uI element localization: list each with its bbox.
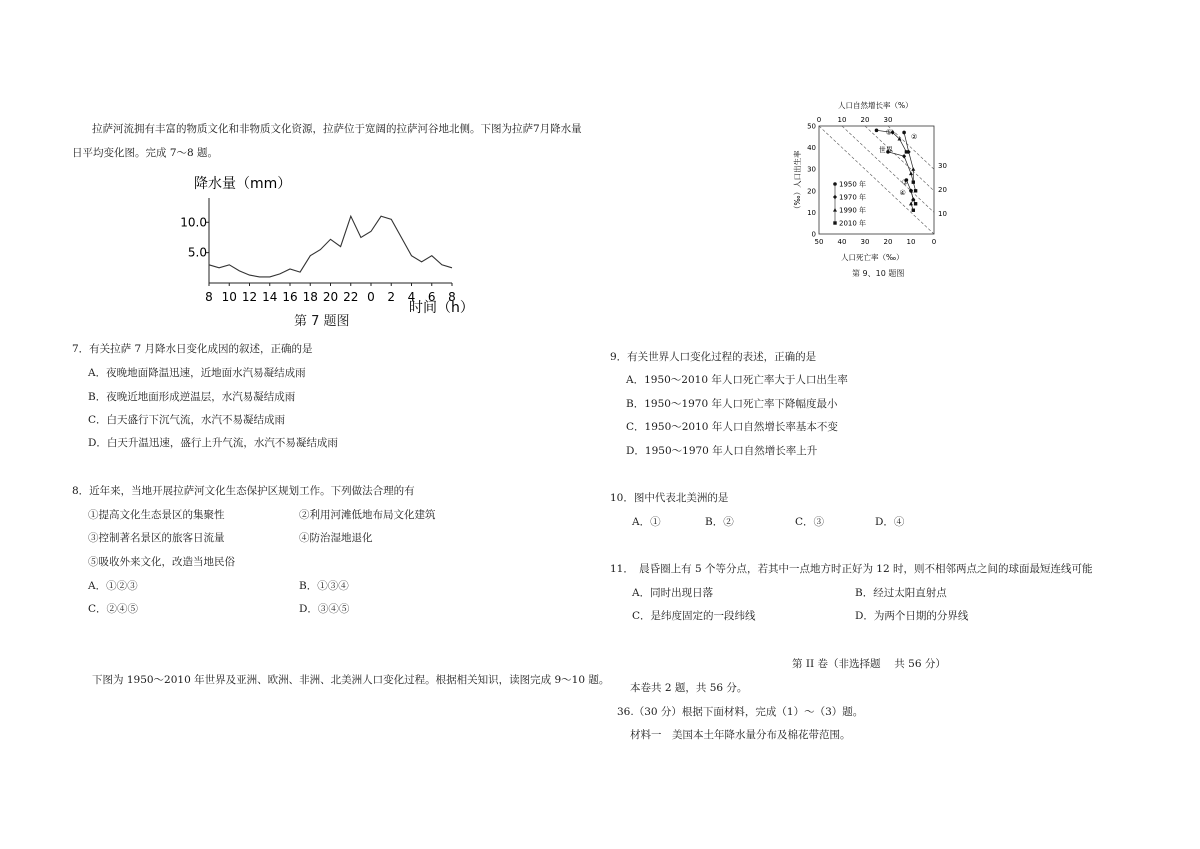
q11-option-a[interactable]: A．同时出现日落 bbox=[632, 587, 714, 599]
data-point bbox=[909, 202, 913, 206]
left-tick-label: 10 bbox=[807, 208, 816, 217]
data-point bbox=[875, 129, 879, 133]
x-tick-label: 2 bbox=[387, 290, 396, 304]
right-tick-label: 30 bbox=[938, 162, 947, 170]
top-tick-label: 0 bbox=[816, 116, 822, 124]
q8-item-1: ①提高文化生态景区的集聚性 bbox=[88, 509, 225, 521]
data-point bbox=[914, 202, 917, 205]
q7-option-d[interactable]: D．白天升温迅速，盛行上升气流，水汽不易凝结成雨 bbox=[88, 437, 338, 449]
left-tick-label: 50 bbox=[807, 122, 816, 131]
chart-ylabel: 降水量（mm） bbox=[194, 176, 292, 192]
series-label: 世界 bbox=[878, 145, 893, 154]
q7-stem: 7．有关拉萨 7 月降水日变化成因的叙述，正确的是 bbox=[72, 343, 313, 355]
q10-option-a[interactable]: A．① bbox=[632, 516, 661, 528]
q11-option-d[interactable]: D．为两个日期的分界线 bbox=[855, 610, 969, 622]
top-tick-label: 30 bbox=[883, 116, 893, 124]
q7-option-a[interactable]: A．夜晚地面降温迅速，近地面水汽易凝结成雨 bbox=[88, 367, 306, 379]
x-tick-label: 4 bbox=[407, 290, 416, 304]
data-point bbox=[912, 209, 915, 212]
y-tick-label: 5.0 bbox=[187, 245, 207, 260]
intro-paragraph-line1: 拉萨河流拥有丰富的物质文化和非物质文化资源，拉萨位于宽阔的拉萨河谷地北侧。下图为拉萨7月降水量 bbox=[92, 123, 582, 135]
q11-stem: 11． 晨昏圈上有 5 个等分点，若其中一点地方时正好为 12 时，则不相邻两点之间的球面最短连线可能 bbox=[610, 563, 1093, 575]
q8-option-d[interactable]: D．③④⑤ bbox=[299, 603, 350, 615]
x-tick-label: 0 bbox=[367, 290, 375, 304]
left-tick-label: 40 bbox=[807, 144, 816, 153]
x-tick-label: 8 bbox=[448, 290, 456, 304]
x-tick-label: 16 bbox=[282, 290, 298, 304]
legend-label: 1970 年 bbox=[839, 193, 867, 202]
bottom-tick-label: 20 bbox=[883, 238, 893, 246]
left-tick-label: 30 bbox=[807, 165, 816, 174]
right-tick-label: 20 bbox=[938, 186, 947, 194]
q8-option-b[interactable]: B．①③④ bbox=[299, 580, 349, 592]
series-label: ④ bbox=[899, 189, 906, 198]
intro-paragraph-line2: 日平均变化图。完成 7～8 题。 bbox=[72, 147, 219, 159]
series-label: ③ bbox=[901, 178, 909, 187]
growth-rate-line bbox=[819, 126, 934, 234]
x-tick-label: 14 bbox=[262, 290, 278, 304]
data-point bbox=[914, 189, 917, 192]
x-tick-label: 18 bbox=[302, 290, 318, 304]
left-tick-label: 0 bbox=[811, 230, 816, 239]
x-tick-label: 6 bbox=[427, 290, 436, 304]
part2-title: 第 II 卷（非选择题 共 56 分） bbox=[792, 658, 946, 670]
q9-option-d[interactable]: D．1950～1970 年人口自然增长率上升 bbox=[626, 445, 818, 457]
growth-rate-line bbox=[865, 126, 934, 191]
bottom-tick-label: 30 bbox=[860, 238, 870, 246]
fig9-caption: 第 9、10 题图 bbox=[852, 269, 905, 278]
x-tick-label: 12 bbox=[241, 290, 258, 304]
top-tick-label: 10 bbox=[837, 116, 847, 124]
q36-stem: 36.（30 分）根据下面材料，完成（1）～（3）题。 bbox=[617, 706, 864, 718]
x-tick-label: 10 bbox=[221, 290, 237, 304]
legend-label: 1950 年 bbox=[839, 180, 867, 189]
q10-option-b[interactable]: B．② bbox=[705, 516, 734, 528]
fig7-caption: 第 7 题图 bbox=[294, 314, 350, 329]
q10-option-d[interactable]: D．④ bbox=[875, 516, 905, 528]
q9-option-a[interactable]: A．1950～2010 年人口死亡率大于人口出生率 bbox=[626, 374, 848, 386]
data-point bbox=[909, 189, 913, 193]
x-tick-label: 20 bbox=[322, 290, 339, 304]
y-ticks bbox=[180, 215, 209, 259]
left-tick-label: 20 bbox=[807, 187, 816, 196]
population-chart bbox=[786, 98, 956, 283]
precipitation-line bbox=[209, 216, 452, 277]
data-point bbox=[909, 172, 913, 176]
bottom-tick-label: 0 bbox=[931, 238, 937, 246]
q8-stem: 8．近年来，当地开展拉萨河文化生态保护区规划工作。下列做法合理的有 bbox=[72, 485, 415, 497]
left-axis-label: （‰）人口出生率 bbox=[793, 150, 802, 213]
top-axis-label: 人口自然增长率（%） bbox=[838, 101, 913, 110]
data-point bbox=[912, 180, 915, 183]
q7-option-b[interactable]: B．夜晚近地面形成逆温层，水汽易凝结成雨 bbox=[88, 391, 296, 403]
series-label: ② bbox=[911, 132, 918, 141]
q10-stem: 10．图中代表北美洲的是 bbox=[610, 492, 729, 504]
bottom-axis-label: 人口死亡率（‰） bbox=[841, 253, 904, 262]
q9-option-c[interactable]: C．1950～2010 年人口自然增长率基本不变 bbox=[626, 421, 838, 433]
data-point bbox=[902, 131, 906, 135]
right-tick-label: 10 bbox=[938, 210, 947, 218]
legend-label: 2010 年 bbox=[839, 219, 867, 228]
x-tick-label: 8 bbox=[205, 290, 213, 304]
q8-item-2: ②利用河滩低地布局文化建筑 bbox=[299, 509, 436, 521]
q7-option-c[interactable]: C．白天盛行下沉气流，水汽不易凝结成雨 bbox=[88, 414, 286, 426]
q11-option-c[interactable]: C．是纬度固定的一段纬线 bbox=[632, 610, 756, 622]
material-1: 材料一 美国本土年降水量分布及棉花带范围。 bbox=[630, 729, 851, 741]
q9-stem: 9．有关世界人口变化过程的表述，正确的是 bbox=[610, 351, 817, 363]
bottom-tick-label: 50 bbox=[814, 238, 824, 246]
intro-paragraph-2: 下图为 1950～2010 年世界及亚洲、欧洲、非洲、北美洲人口变化过程。根据相关知识，读图完成 9～10 题。 bbox=[92, 674, 610, 686]
precipitation-chart bbox=[176, 168, 476, 328]
data-point bbox=[902, 154, 906, 158]
bottom-tick-label: 40 bbox=[837, 238, 847, 246]
legend-label: 1990 年 bbox=[839, 206, 867, 215]
q11-option-b[interactable]: B．经过太阳直射点 bbox=[855, 587, 947, 599]
top-tick-label: 20 bbox=[860, 116, 870, 124]
q9-option-b[interactable]: B．1950～1970 年人口死亡率下降幅度最小 bbox=[626, 398, 838, 410]
x-tick-label: 22 bbox=[343, 290, 359, 304]
q8-item-3: ③控制著名景区的旅客日流量 bbox=[88, 532, 225, 544]
q8-option-a[interactable]: A．①②③ bbox=[88, 580, 138, 592]
y-tick-label: 10.0 bbox=[180, 215, 207, 230]
data-point bbox=[911, 167, 915, 171]
chart-xlabel: 时间（h） bbox=[409, 300, 474, 316]
q8-option-c[interactable]: C．②④⑤ bbox=[88, 603, 139, 615]
q8-item-5: ⑤吸收外来文化，改造当地民俗 bbox=[88, 556, 235, 568]
bottom-tick-label: 10 bbox=[906, 238, 916, 246]
series-label: ① bbox=[885, 128, 892, 137]
q10-option-c[interactable]: C．③ bbox=[795, 516, 825, 528]
q8-item-4: ④防治湿地退化 bbox=[299, 532, 373, 544]
part2-description: 本卷共 2 题，共 56 分。 bbox=[630, 682, 748, 694]
